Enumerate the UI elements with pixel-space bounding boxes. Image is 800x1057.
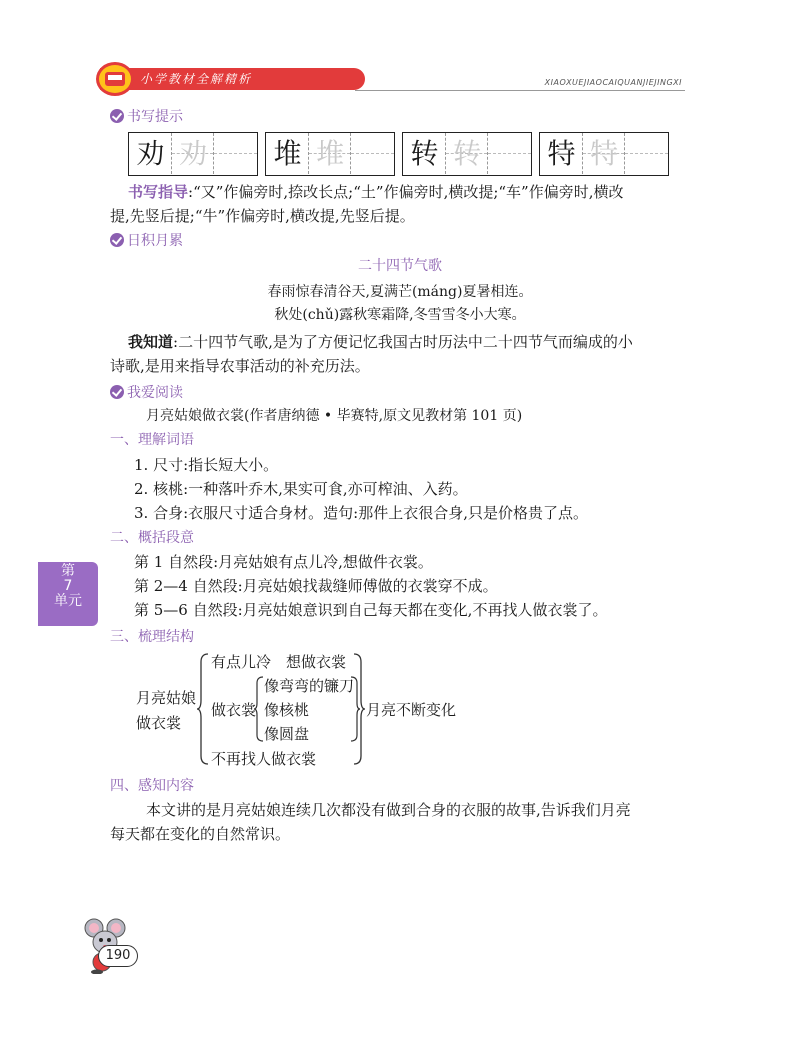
header-divider	[355, 90, 685, 91]
poem-line: 春雨惊春清谷天,夏满芒(máng)夏暑相连。	[267, 284, 533, 300]
check-icon	[110, 233, 124, 247]
section-title: 二、概括段意	[110, 530, 194, 546]
structure-conclusion: 月亮不断变化	[366, 701, 457, 719]
section-title: 一、理解词语	[110, 432, 194, 448]
page-number: 190	[98, 945, 138, 967]
writing-guide: 书写指导:“又”作偏旁时,捺改长点;“土”作偏旁时,横改提;“车”作偏旁时,横改	[128, 183, 624, 201]
writing-grid-4	[539, 132, 669, 176]
left-brace	[196, 652, 210, 766]
list-item: 第 2—4 自然段:月亮姑娘找裁缝师傅做的衣裳穿不成。	[134, 577, 498, 595]
list-item: 3. 合身:衣服尺寸适合身材。造句:那件上衣很合身,只是价格贵了点。	[134, 504, 588, 522]
poem-line: 秋处(chǔ)露秋寒霜降,冬雪雪冬小大寒。	[274, 307, 526, 323]
structure-root: 月亮姑娘	[136, 689, 197, 707]
section-title: 三、梳理结构	[110, 629, 194, 645]
grid-char: 特	[547, 137, 576, 170]
list-item: 1. 尺寸:指长短大小。	[134, 456, 279, 474]
summary-text-cont: 每天都在变化的自然常识。	[110, 825, 291, 843]
grid-trace-char: 特	[590, 137, 619, 170]
check-icon	[110, 385, 124, 399]
structure-branch: 有点儿冷 想做衣裳	[211, 653, 347, 671]
list-item: 第 5—6 自然段:月亮姑娘意识到自己每天都在变化,不再找人做衣裳了。	[134, 601, 608, 619]
reading-heading: 我爱阅读	[110, 382, 183, 402]
summary-text: 本文讲的是月亮姑娘连续几次都没有做到合身的衣服的故事,告诉我们月亮	[146, 801, 631, 819]
grid-char: 劝	[136, 137, 165, 170]
header-right-text: XIAOXUEJIAOCAIQUANJIEJINGXI	[544, 78, 682, 87]
grid-char: 转	[410, 137, 439, 170]
grid-trace-char: 劝	[179, 137, 208, 170]
poem-title: 二十四节气歌	[358, 258, 442, 274]
writing-grid-3	[402, 132, 532, 176]
structure-branch: 做衣裳	[211, 701, 257, 719]
structure-root-2: 做衣裳	[136, 714, 182, 732]
list-item: 第 1 自然段:月亮姑娘有点儿冷,想做件衣裳。	[134, 553, 433, 571]
grid-trace-char: 转	[453, 137, 482, 170]
grid-char: 堆	[273, 137, 302, 170]
writing-guide-cont: 提,先竖后提;“牛”作偏旁时,横改提,先竖后提。	[110, 207, 415, 225]
school-bus-logo	[96, 62, 134, 96]
right-brace	[352, 652, 366, 766]
know-text-cont: 诗歌,是用来指导农事活动的补充历法。	[110, 357, 370, 375]
daily-heading: 日积月累	[110, 230, 183, 250]
structure-sub: 像圆盘	[264, 725, 310, 743]
writing-grid-2	[265, 132, 395, 176]
list-item: 2. 核桃:一种落叶乔木,果实可食,亦可榨油、入药。	[134, 480, 468, 498]
structure-branch: 不再找人做衣裳	[211, 750, 317, 768]
writing-grid-1	[128, 132, 258, 176]
grid-trace-char: 堆	[316, 137, 345, 170]
header-title: 小学教材全解精析	[140, 72, 253, 86]
structure-sub: 像核桃	[264, 701, 310, 719]
know-text: 我知道:二十四节气歌,是为了方便记忆我国古时历法中二十四节气而编成的小	[128, 333, 633, 351]
section-title: 四、感知内容	[110, 778, 194, 794]
structure-sub: 像弯弯的镰刀	[264, 677, 355, 695]
check-icon	[110, 109, 124, 123]
unit-tab: 第 7 单元	[38, 562, 98, 626]
reading-source: 月亮姑娘做衣裳(作者唐纳德 • 毕赛特,原文见教材第 101 页)	[146, 408, 523, 424]
writing-tip-heading: 书写提示	[110, 106, 183, 126]
